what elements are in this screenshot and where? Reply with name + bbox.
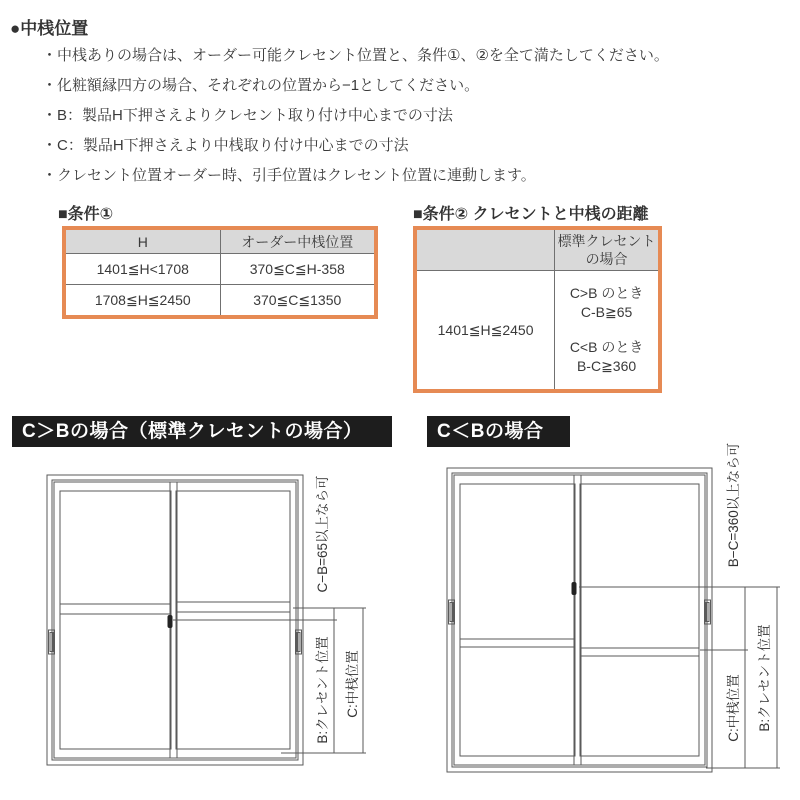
dimension-label-b: B:クレセント位置 [757,624,772,732]
condition2-table [413,226,662,393]
condition2-heading: ■条件② クレセントと中桟の距離 [413,206,649,223]
table-row [64,254,376,285]
diagram-title-right: C＜Bの場合 [427,416,570,447]
bullet-item: ・クレセント位置オーダー時、引手位置はクレセント位置に連動します。 [42,167,536,184]
bullet-item: ・化粧額縁四方の場合、それぞれの位置から−1としてください。 [42,77,480,94]
dimension-label-gap: C−B=65以上なら可 [315,475,330,593]
bullet-item: ・中桟ありの場合は、オーダー可能クレセント位置と、条件①、②を全て満たしてください。 [42,47,669,64]
mid-rail [60,604,171,614]
condition1-table [62,226,378,319]
table-cell-line: B-C≧360 [576,358,637,374]
dimension-label-c: C:中桟位置 [726,674,741,742]
table-cell: 1401≦H<1708 [64,254,220,285]
table-header-cell: H [64,228,220,254]
table-cell [555,271,660,392]
dimension-lines-left [173,475,366,753]
page-title: ●中桟位置 [10,19,89,38]
diagram-title-left: C＞Bの場合（標準クレセントの場合） [12,416,392,447]
mid-rail [176,602,290,612]
bullet-list [42,41,669,191]
table-cell-line: C<B のとき [569,339,644,355]
condition1-heading: ■条件① [58,206,114,223]
table-header-cell: 標準クレセントの場合 [555,228,660,271]
dimension-label-b: B:クレセント位置 [315,636,330,744]
table-cell-line: C-B≧65 [580,304,633,320]
sliding-panel-right [574,475,705,765]
mid-rail [460,639,575,647]
mid-rail [580,648,699,656]
table-header-cell: オーダー中桟位置 [220,228,376,254]
table-cell: 370≦C≦H-358 [220,254,376,285]
sliding-panel-left [454,475,581,765]
crescent-lock-mark [168,615,173,628]
table-row [415,271,660,392]
table-cell-line: C>B のとき [569,285,644,301]
dimension-label-c: C:中桟位置 [345,650,360,718]
window-drawings [0,413,800,800]
bullet-item: ・C：製品H下押さえより中桟取り付け中心までの寸法 [42,137,409,154]
window-drawing-left [47,475,366,765]
dimension-lines-right [579,443,780,768]
table-row [64,285,376,318]
window-drawing-right [447,443,780,772]
table-cell: 1401≦H≦2450 [415,271,555,392]
table-header-cell [415,228,555,271]
bullet-item: ・B：製品H下押さえよりクレセント取り付け中心までの寸法 [42,107,453,124]
table-cell: 1708≦H≦2450 [64,285,220,318]
crescent-lock-mark [572,582,577,595]
dimension-label-gap: B−C=360以上なら可 [726,442,741,568]
table-cell: 370≦C≦1350 [220,285,376,318]
sliding-panel-left [54,482,177,758]
